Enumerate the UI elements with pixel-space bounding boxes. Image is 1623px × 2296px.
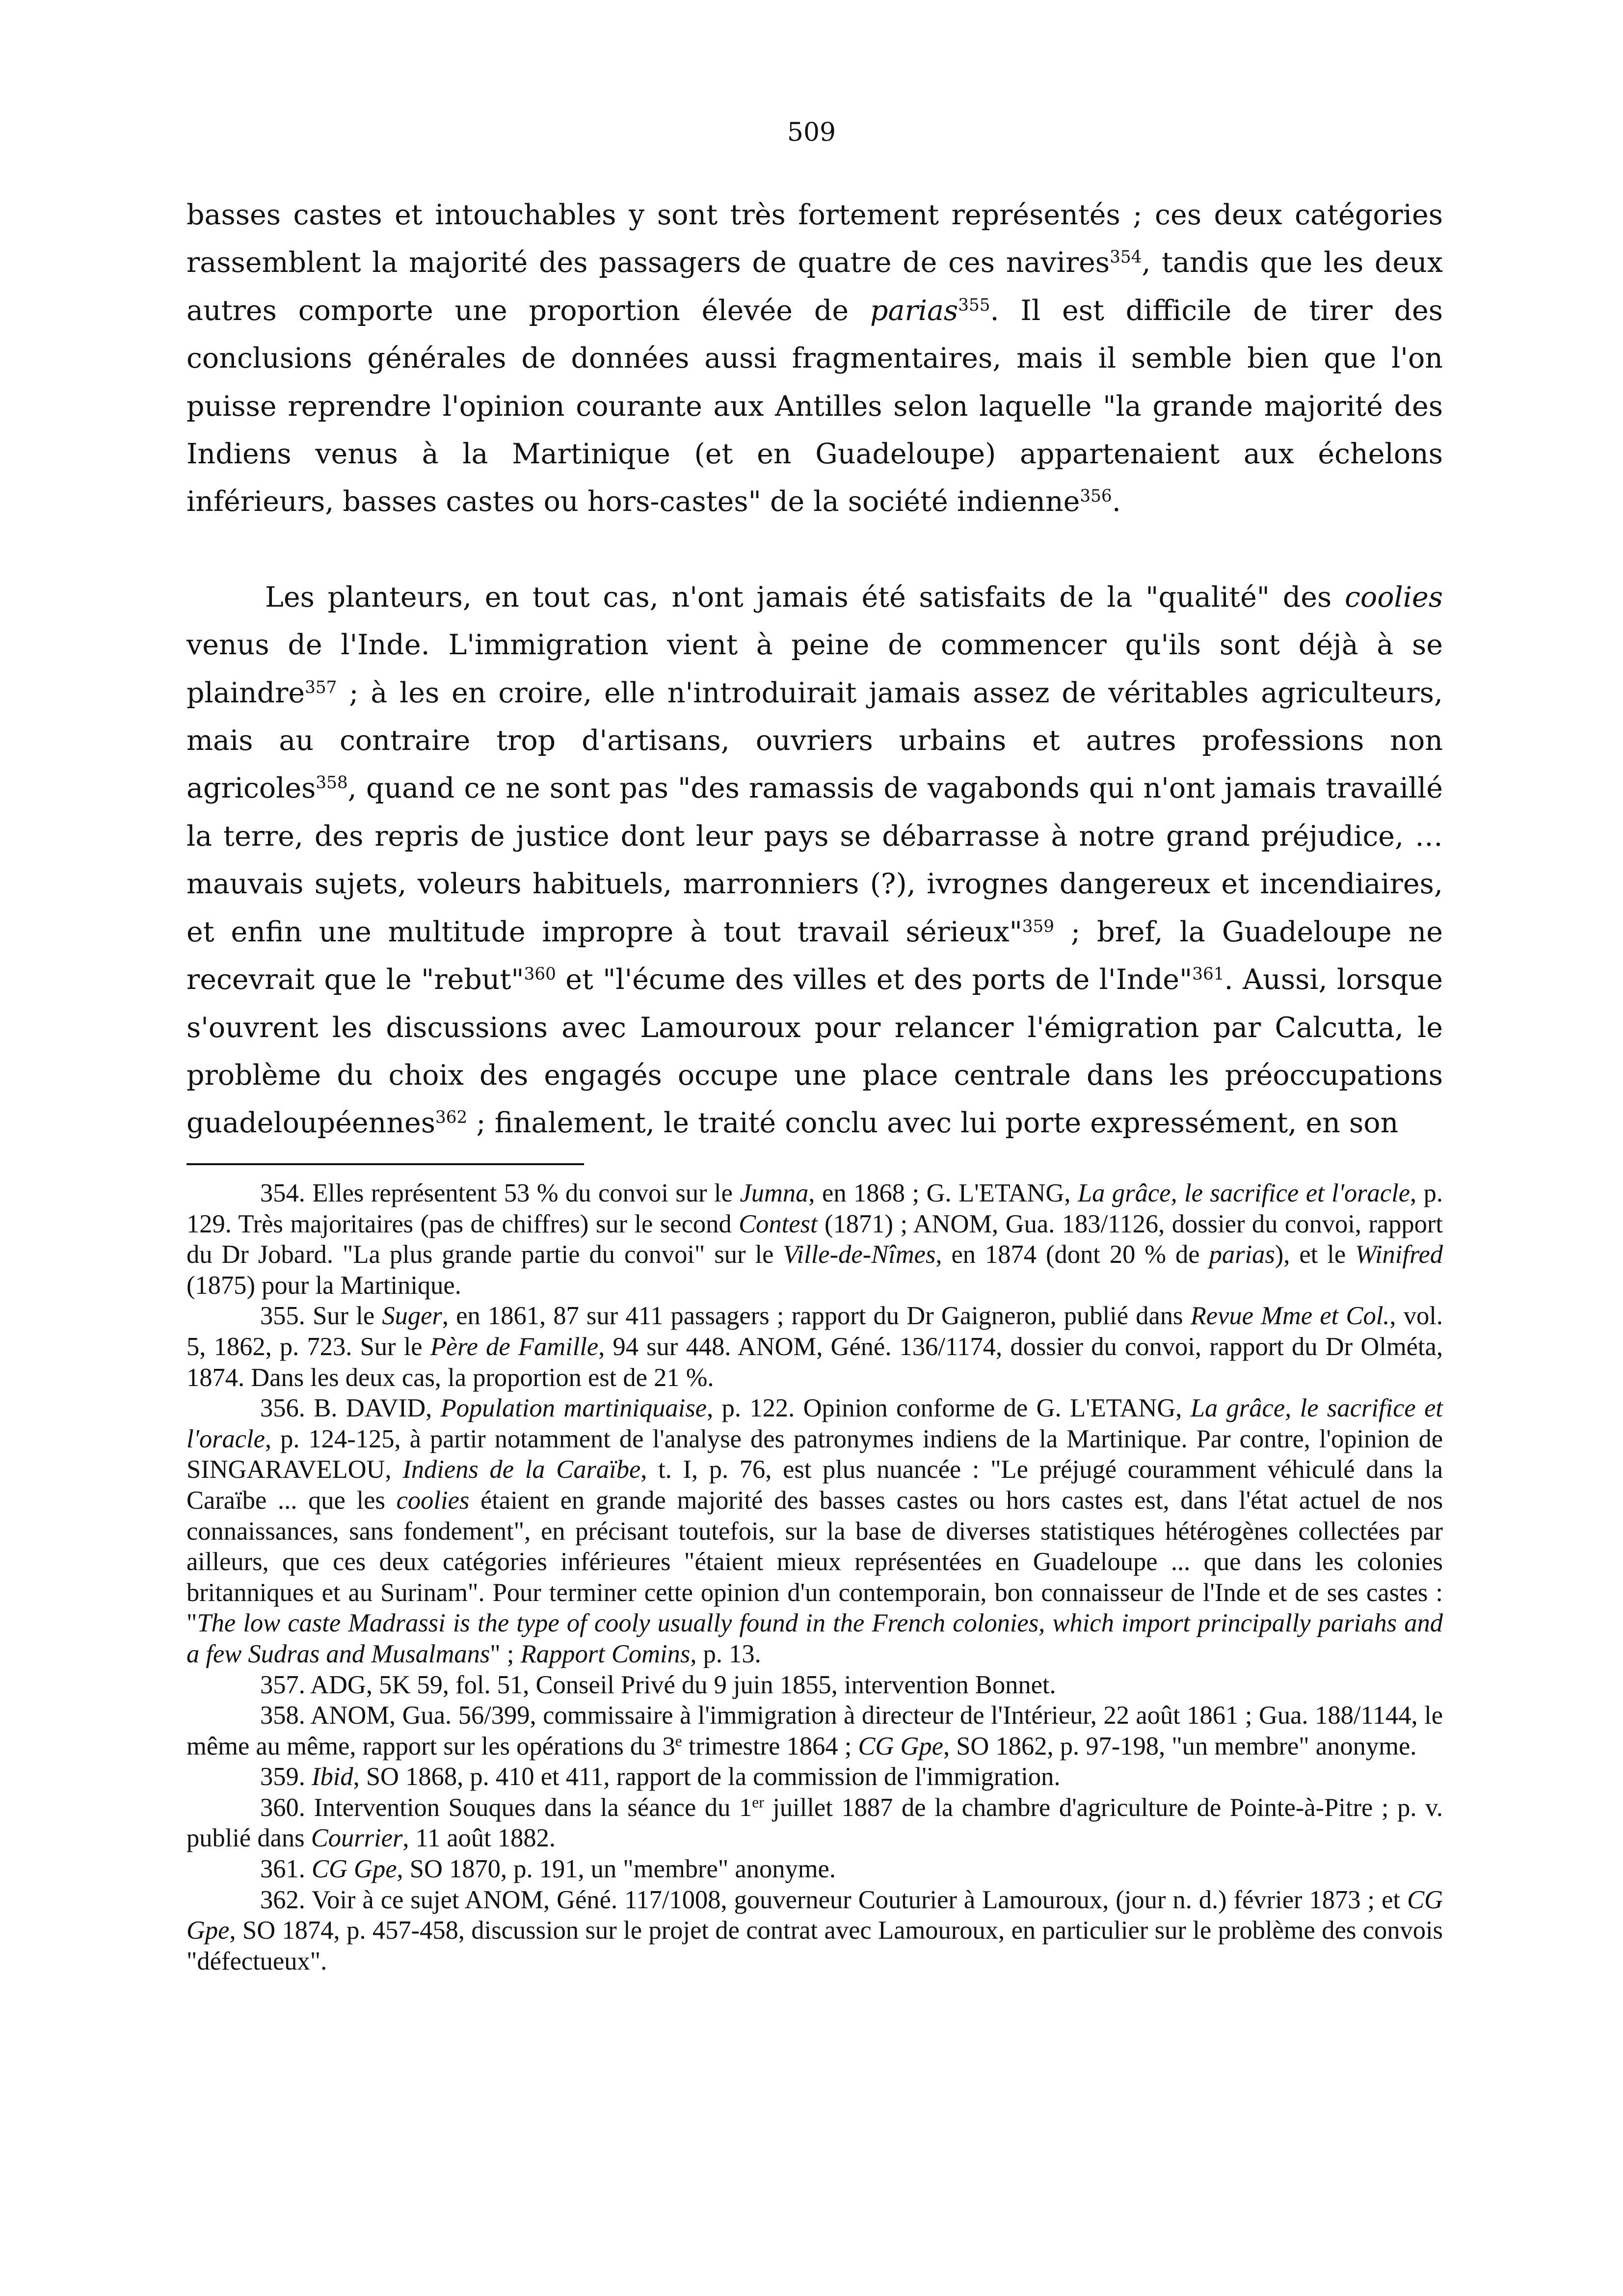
page-number: 509	[787, 118, 836, 147]
footnote: 360. Intervention Souques dans la séance du 1er juillet 1887 de la chambre d'agriculture de Pointe-à-Pitre ; p. v. publié dans Courrier, 11 août 1882.	[186, 1793, 1443, 1853]
footnote-separator	[186, 1163, 584, 1165]
footnote: 354. Elles représentent 53 % du convoi sur le Jumna, en 1868 ; G. L'ETANG, La grâce, le sacrifice et l'oracle, p. 129. Très majoritaires (pas de chiffres) sur le second Contest (1871) ; ANOM, Gua. 183/1126, dossier du convoi, rapport du Dr Jobard. "La plus grande partie du convoi" sur le Ville-de-Nîmes, en 1874 (dont 20 % de parias), et le Winifred (1875) pour la Martinique.	[186, 1179, 1443, 1300]
body-paragraph: basses castes et intouchables y sont très fortement représentés ; ces deux catégories rassemblent la majorité des passagers de quatre de ces navires$^{354}$, tandis que les deux autres comporte une proportion élevée de parias$^{355}$. Il est difficile de tirer des conclusions générales de données aussi fragmentaires, mais il semble bien que l'on puisse reprendre l'opinion courante aux Antilles selon laquelle "la grande majorité des Indiens venus à la Martinique (et en Guadeloupe) appartenaient aux échelons inférieurs, basses castes ou hors-castes" de la société indienne$^{356}$.	[186, 199, 1443, 518]
footnote: 357. ADG, 5K 59, fol. 51, Conseil Privé du 9 juin 1855, intervention Bonnet.	[260, 1670, 1056, 1699]
footnotes	[186, 1178, 1443, 1976]
footnote: 356. B. DAVID, Population martiniquaise, p. 122. Opinion conforme de G. L'ETANG, La grâce, le sacrifice et l'oracle, p. 124-125, à partir notamment de l'analyse des patronymes indiens de la Martinique. Par contre, l'opinion de SINGARAVELOU, Indiens de la Caraïbe, t. I, p. 76, est plus nuancée : "Le préjugé couramment véhiculé dans la Caraïbe ... que les coolies étaient en grande majorité des basses castes ou hors castes est, dans l'état actuel de nos connaissances, sans fondement", en précisant toutefois, sur la base de diverses statistiques hétérogènes collectées par ailleurs, que ces deux catégories inférieures "étaient mieux représentées en Guadeloupe ... que dans les colonies britanniques et au Surinam". Pour terminer cette opinion d'un contemporain, bon connaisseur de l'Inde et de ses castes : "The low caste Madrassi is the type of cooly usually found in the French colonies, which import principally pariahs and a few Sudras and Musalmans" ; Rapport Comins, p. 13.	[186, 1394, 1443, 1668]
footnote: 358. ANOM, Gua. 56/399, commissaire à l'immigration à directeur de l'Intérieur, 22 août 1861 ; Gua. 188/1144, le même au même, rapport sur les opérations du 3e trimestre 1864 ; CG Gpe, SO 1862, p. 97-198, "un membre" anonyme.	[186, 1701, 1443, 1761]
footnote: 362. Voir à ce sujet ANOM, Géné. 117/1008, gouverneur Couturier à Lamouroux, (jour n. d.) février 1873 ; et CG Gpe, SO 1874, p. 457-458, discussion sur le projet de contrat avec Lamouroux, en particulier sur le problème des convois "défectueux".	[186, 1885, 1443, 1976]
main-text	[186, 191, 1443, 1148]
footnote: 355. Sur le Suger, en 1861, 87 sur 411 passagers ; rapport du Dr Gaigneron, publié dans Revue Mme et Col., vol. 5, 1862, p. 723. Sur le Père de Famille, 94 sur 448. ANOM, Géné. 136/1174, dossier du convoi, rapport du Dr Olméta, 1874. Dans les deux cas, la proportion est de 21 %.	[186, 1302, 1443, 1392]
body-paragraph: Les planteurs, en tout cas, n'ont jamais été satisfaits de la "qualité" des coolies venus de l'Inde. L'immigration vient à peine de commencer qu'ils sont déjà à se plaindre$^{357}$ ; à les en croire, elle n'introduirait jamais assez de véritables agriculteurs, mais au contraire trop d'artisans, ouvriers urbains et autres professions non agricoles$^{358}$, quand ce ne sont pas "des ramassis de vagabonds qui n'ont jamais travaillé la terre, des repris de justice dont leur pays se débarrasse à notre grand préjudice, … mauvais sujets, voleurs habituels, marronniers (?), ivrognes dangereux et incendiaires, et enfin une multitude impropre à tout travail sérieux"$^{359}$ ; bref, la Guadeloupe ne recevrait que le "rebut"$^{360}$ et "l'écume des villes et des ports de l'Inde"$^{361}$. Aussi, lorsque s'ouvrent les discussions avec Lamouroux pour relancer l'émigration par Calcutta, le problème du choix des engagés occupe une place centrale dans les préoccupations guadeloupéennes$^{362}$ ; finalement, le traité conclu avec lui porte expressément, en son	[186, 581, 1443, 1140]
footnote: 359. Ibid, SO 1868, p. 410 et 411, rapport de la commission de l'immigration.	[260, 1762, 1061, 1791]
footnote: 361. CG Gpe, SO 1870, p. 191, un "membre" anonyme.	[260, 1855, 836, 1884]
